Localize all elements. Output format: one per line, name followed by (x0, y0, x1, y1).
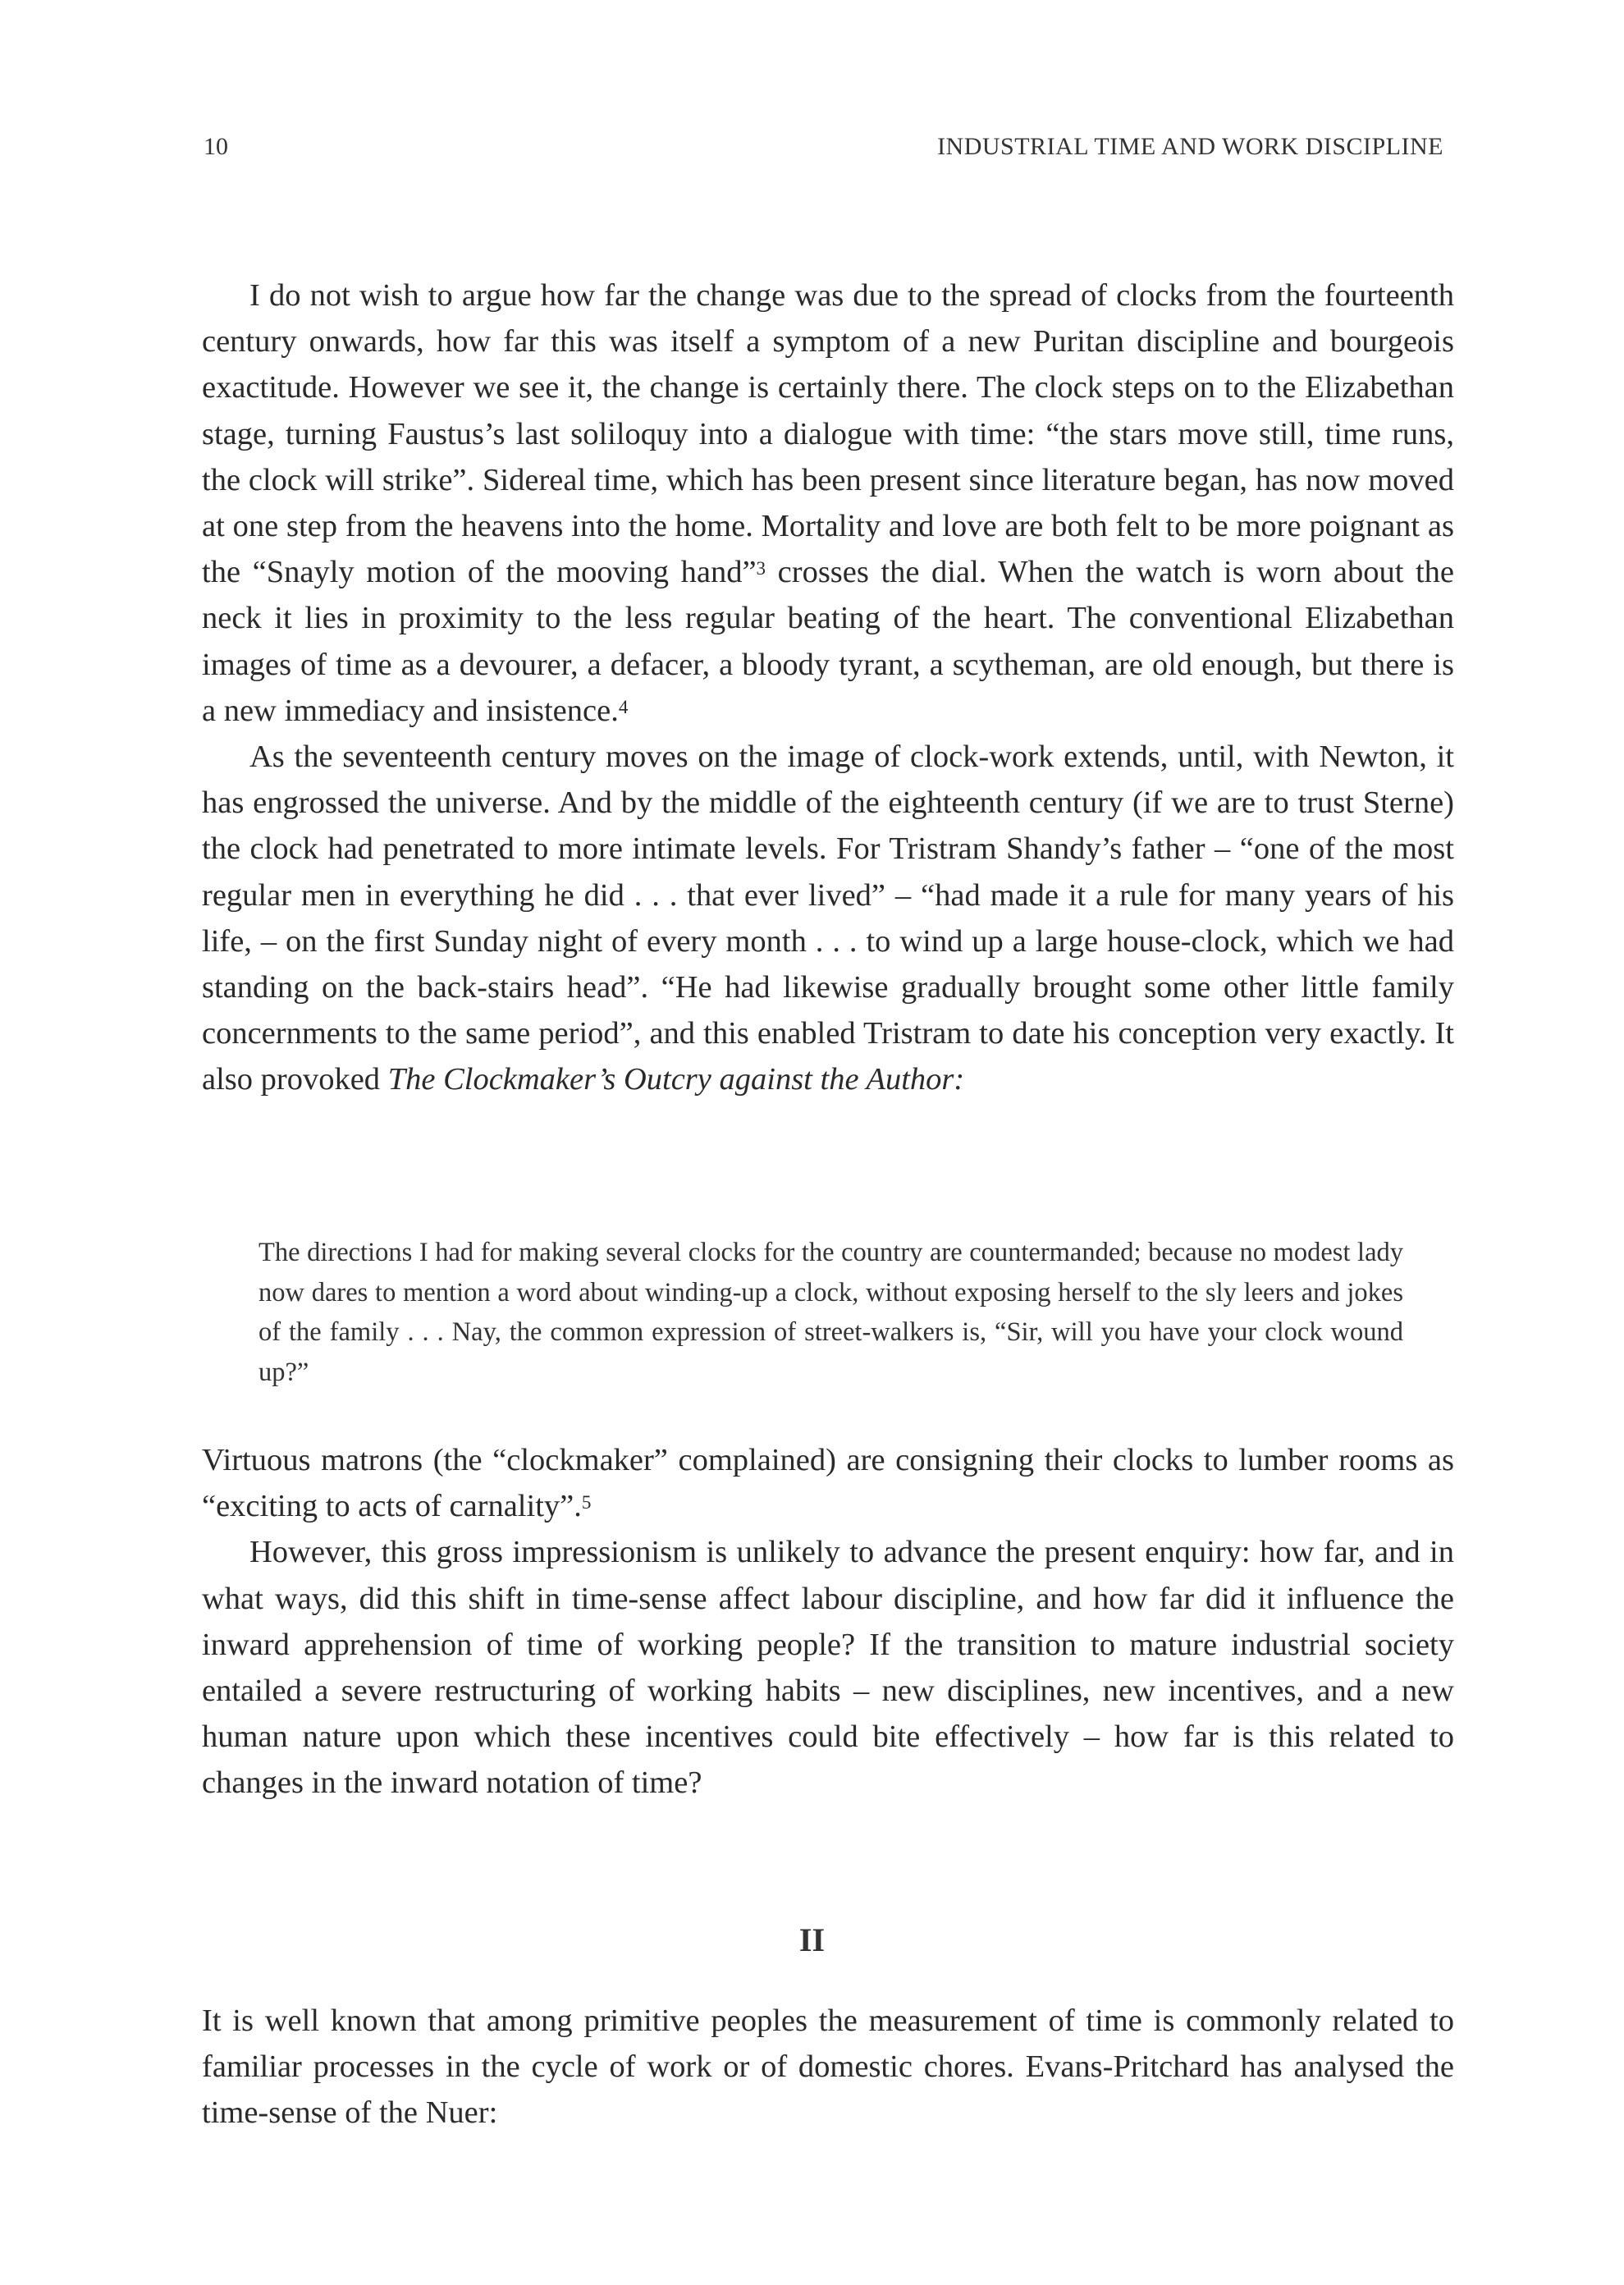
footnote-ref-5: 5 (581, 1491, 592, 1513)
page-header (204, 133, 1443, 161)
paragraph-2 (202, 734, 1454, 1103)
paragraph-1 (202, 272, 1454, 734)
block-quote (258, 1233, 1403, 1392)
paragraph-1-text-a: I do not wish to argue how far the change was due to the spread of clocks from the fourteenth century onwards, how far this was itself a symptom of a new Puritan discipline and bourgeois exactitude. However we see it, the change is certainly there. The clock steps on to the Elizabethan stage, turning Faustus’s last soliloquy into a dialogue with time: “the stars move still, time runs, the clock will strike”. Sidereal time, which has been present since literature began, has now moved at one step from the heavens into the home. Mortality and love are both felt to be more poignant as the “Snayly motion of the mooving hand” (202, 278, 1454, 590)
text-block-1 (202, 272, 1454, 1103)
paragraph-3 (202, 1437, 1454, 1529)
text-block-2 (202, 1437, 1454, 1806)
paragraph-2-text: As the seventeenth century moves on the image of clock-work extends, until, with Newton, it has engrossed the universe. And by the middle of the eighteenth century (if we are to trust Sterne) the clock had penetrated to more intimate levels. For Tristram Shandy’s father – “one of the most regular men in everything he did . . . that ever lived” – “had made it a rule for many years of his life, – on the first Sunday night of every month . . . to wind up a large house-clock, which we had standing on the back-stairs head”. “He had likewise gradually brought some other little family concernments to the same period”, and this enabled Tristram to date his conception very exactly. It also provoked (202, 740, 1454, 1097)
paragraph-5: It is well known that among primitive peoples the measurement of time is commonly related to familiar processes in the cycle of work or of domestic chores. Evans-Pritchard has analysed the time-sense of the Nuer: (202, 2003, 1454, 2131)
page-number: 10 (204, 133, 228, 160)
paragraph-1-text-b: crosses the dial. When the watch is worn about the neck it lies in proximity to the less regular beating of the heart. The conventional Elizabethan images of time as a devourer, a defacer, a bloody tyrant, a scytheman, are old enough, but there is a new immediacy and insistence. (202, 555, 1454, 728)
section-heading: II (798, 1921, 826, 1958)
footnote-ref-3: 3 (756, 556, 766, 579)
work-title: The Clockmaker’s Outcry against the Author: (387, 1062, 965, 1097)
paragraph-3-text: Virtuous matrons (the “clockmaker” complained) are consigning their clocks to lumber rooms as “exciting to acts of carnality”. (202, 1443, 1454, 1524)
block-quote-text: The directions I had for making several clocks for the country are countermanded; because no modest lady now dares to mention a word about winding-up a clock, without exposing herself to the sly leers and jokes of the family . . . Nay, the common expression of street-walkers is, “Sir, will you have your clock wound up?” (258, 1238, 1403, 1387)
footnote-ref-4: 4 (618, 695, 629, 717)
paragraph-4: However, this gross impressionism is unlikely to advance the present enquiry: how far, and in what ways, did this shift in time-sense affect labour discipline, and how far did it influence the inward apprehension of time of working people? If the transition to mature industrial society entailed a severe restructuring of working habits – new disciplines, new incentives, and a new human nature upon which these incentives could bite effectively – how far is this related to changes in the inward notation of time? (202, 1535, 1454, 1801)
running-head: INDUSTRIAL TIME AND WORK DISCIPLINE (937, 133, 1443, 160)
text-block-3 (202, 1998, 1454, 2136)
